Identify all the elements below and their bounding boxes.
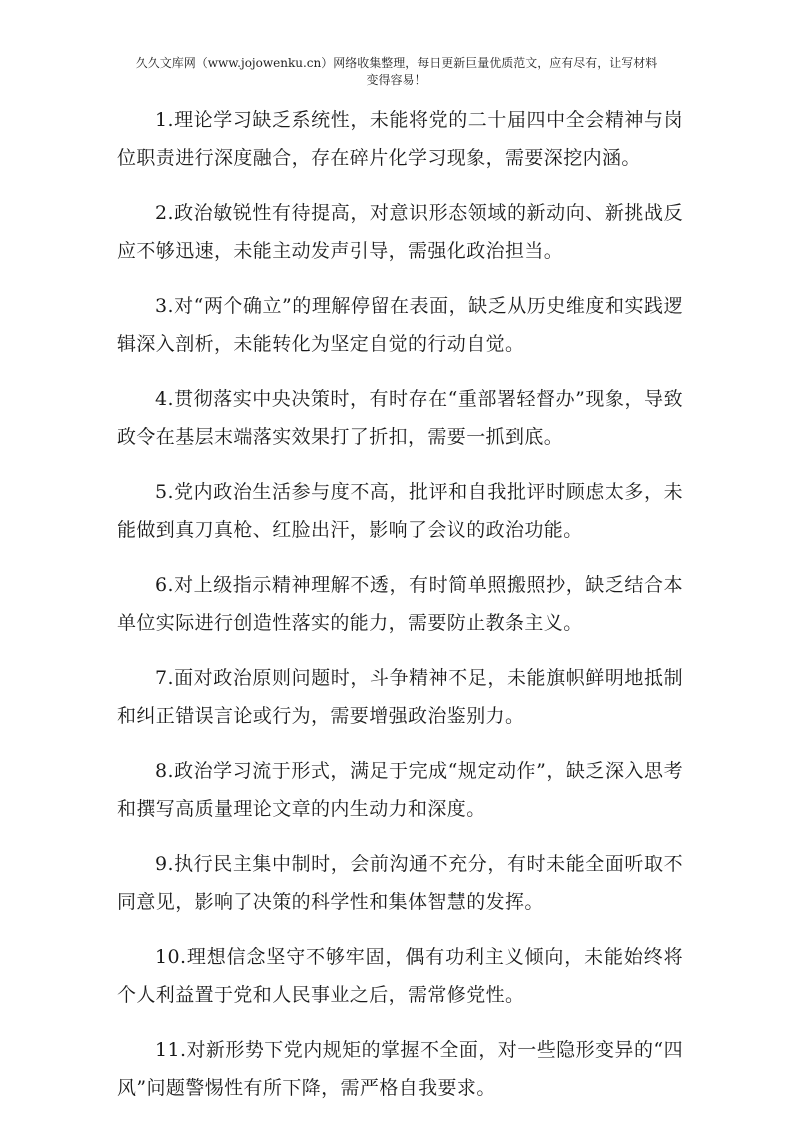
paragraph-2: 2.政治敏锐性有待提高，对意识形态领域的新动向、新挑战反应不够迅速，未能主动发声引导，需强化政治担当。 — [117, 202, 683, 262]
document-body — [117, 101, 683, 1124]
paragraph-6: 6.对上级指示精神理解不透，有时简单照搬照抄，缺乏结合本单位实际进行创造性落实的能力，需要防止教条主义。 — [117, 574, 683, 634]
paragraph-10: 10.理想信念坚守不够牢固，偶有功利主义倾向，未能始终将个人利益置于党和人民事业之后，需常修党性。 — [117, 946, 683, 1006]
header-line-2: 变得容易！ — [366, 73, 427, 87]
paragraph-3: 3.对“两个确立”的理解停留在表面，缺乏从历史维度和实践逻辑深入剖析，未能转化为坚定自觉的行动自觉。 — [117, 295, 683, 355]
paragraph-1: 1.理论学习缺乏系统性，未能将党的二十届四中全会精神与岗位职责进行深度融合，存在碎片化学习现象，需要深挖内涵。 — [117, 109, 683, 169]
page-header — [110, 55, 683, 89]
paragraph-9: 9.执行民主集中制时，会前沟通不充分，有时未能全面听取不同意见，影响了决策的科学性和集体智慧的发挥。 — [117, 853, 683, 913]
paragraph-7: 7.面对政治原则问题时，斗争精神不足，未能旗帜鲜明地抵制和纠正错误言论或行为，需要增强政治鉴别力。 — [117, 667, 683, 727]
paragraph-4: 4.贯彻落实中央决策时，有时存在“重部署轻督办”现象，导致政令在基层末端落实效果打了折扣，需要一抓到底。 — [117, 388, 683, 448]
header-line-1: 久久文库网（www.jojowenku.cn）网络收集整理，每日更新巨量优质范文，应有尽有，让写材料 — [135, 56, 658, 70]
paragraph-11: 11.对新形势下党内规矩的掌握不全面，对一些隐形变异的“四风”问题警惕性有所下降，需严格自我要求。 — [117, 1039, 683, 1099]
paragraph-8: 8.政治学习流于形式，满足于完成“规定动作”，缺乏深入思考和撰写高质量理论文章的内生动力和深度。 — [117, 760, 683, 820]
paragraph-5: 5.党内政治生活参与度不高，批评和自我批评时顾虑太多，未能做到真刀真枪、红脸出汗，影响了会议的政治功能。 — [117, 481, 683, 541]
